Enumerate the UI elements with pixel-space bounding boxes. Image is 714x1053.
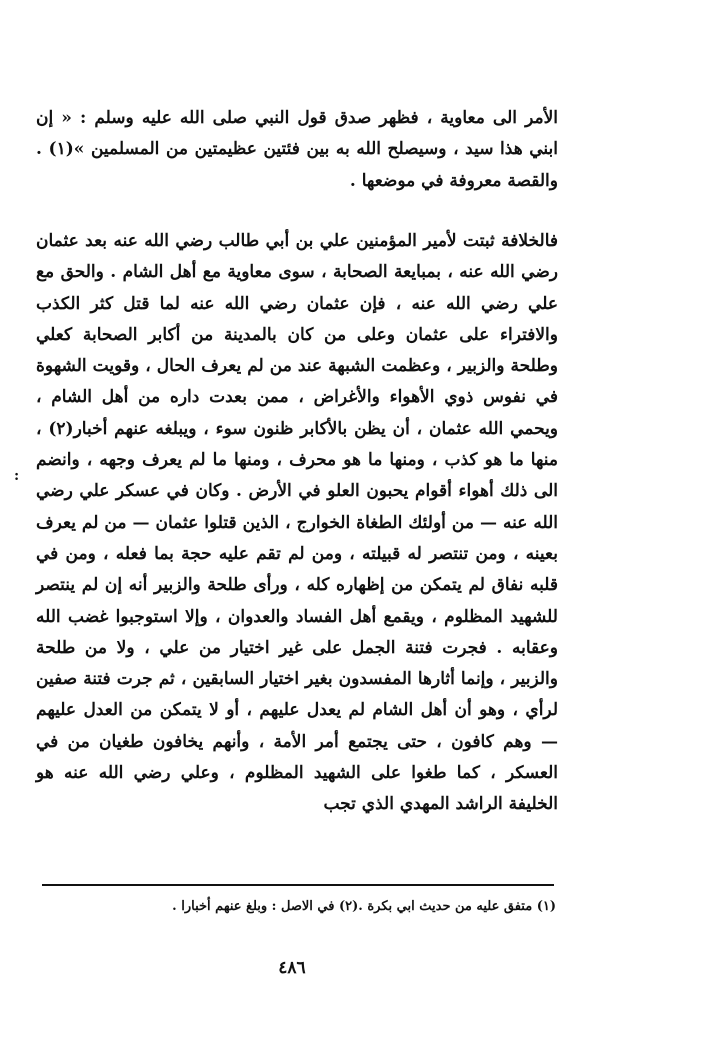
paragraph-2: فالخلافة ثبتت لأمير المؤمنين علي بن أبي طالب رضي الله عنه بعد عثمان رضي الله عنه ، بمبايعة الصحابة ، سوى معاوية مع أهل الشام . والحق مع علي رضي الله عنه ، فإن عثمان رضي الله عنه لما قتل كثر الكذب والافتراء على عثمان وعلى من كان بالمدينة من أكابر الصحابة كعلي وطلحة والزبير ، وعظمت الشبهة عند من لم يعرف الحال ، وقويت الشهوة في نفوس ذوي الأهواء والأغراض ، ممن بعدت داره من أهل الشام ، ويحمي الله عثمان ، أن يظن بالأكابر ظنون سوء ، ويبلغه عنهم أخبار(٢) ، منها ما هو كذب ، ومنها ما هو محرف ، ومنها ما لم يعرف وجهه ، وانضم الى ذلك أهواء أقوام يحبون العلو في الأرض . وكان في عسكر علي رضي الله عنه — من أولئك الطغاة الخوارج ، الذين قتلوا عثمان — من لم يعرف بعينه ، ومن تنتصر له قبيلته ، ومن لم تقم عليه حجة بما فعله ، ومن في قلبه نفاق لم يتمكن من إظهاره كله ، ورأى طلحة والزبير أنه إن لم ينتصر للشهيد المظلوم ، ويقمع أهل الفساد والعدوان ، وإلا استوجبوا غضب الله وعقابه . فجرت فتنة الجمل على غير اختيار من علي ، ولا من طلحة والزبير ، وإنما أثارها المفسدون بغير اختيار السابقين ، ثم جرت فتنة صفين لرأي ، وهو أن أهل الشام لم يعدل عليهم ، أو لا يتمكن من العدل عليهم — وهم كافون ، حتى يجتمع أمر الأمة ، وأنهم يخافون طغيان من في العسكر ، كما طغوا على الشهيد المظلوم ، وعلي رضي الله عنه هو الخليفة الراشد المهدي الذي تجب [36, 231, 559, 815]
margin-mark: : [14, 468, 20, 484]
footnote-divider [42, 884, 554, 886]
paragraph-1: الأمر الى معاوية ، فظهر صدق قول النبي صلى الله عليه وسلم : « إن ابني هذا سيد ، وسيصلح الله به بين فئتين عظيمتين من المسلمين »(١) . والقصة معروفة في موضعها . [36, 108, 558, 191]
footnotes: (١) متفق عليه من حديث ابي بكرة .(٢) في الاصل : وبلغ عنهم أخبارا . [172, 899, 556, 914]
page-number: ٤٨٦ [278, 958, 306, 978]
